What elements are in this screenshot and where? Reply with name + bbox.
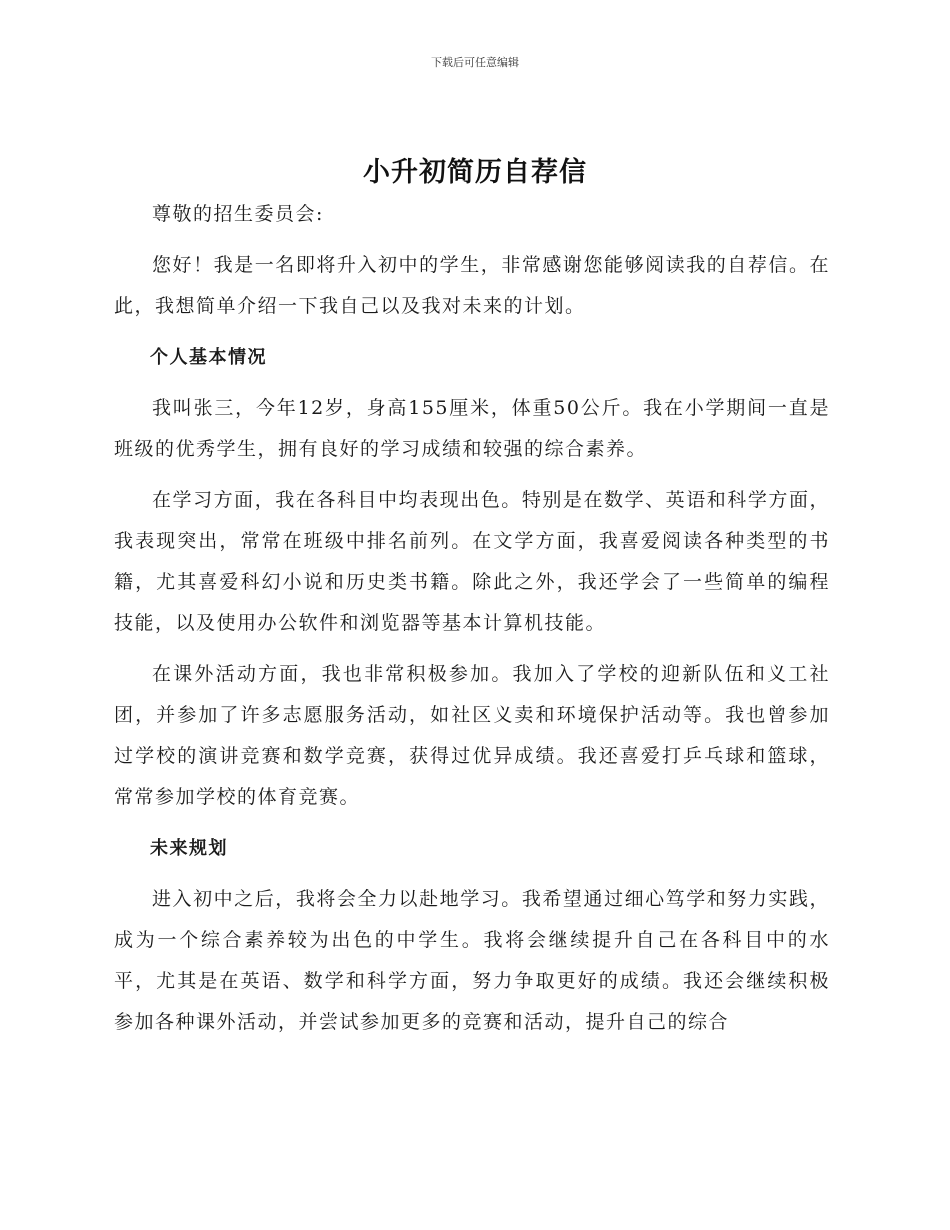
salutation: 尊敬的招生委员会: — [152, 203, 324, 225]
section-heading-future-plans: 未来规划 — [150, 838, 228, 859]
paragraph-academics: 在学习方面，我在各科目中均表现出色。特别是在数学、英语和科学方面，我表现突出，常常在班级中排名前列。在文学方面，我喜爱阅读各种类型的书籍，尤其喜爱科幻小说和历史类书籍。除此之外，我还学会了一些简单的编程技能，以及使用办公软件和浏览器等基本计算机技能。 — [114, 489, 830, 634]
paragraph-future-plans: 进入初中之后，我将会全力以赴地学习。我希望通过细心笃学和努力实践，成为一个综合素养较为出色的中学生。我将会继续提升自己在各科目中的水平，尤其是在英语、数学和科学方面，努力争取更好的成绩。我还会继续积极参加各种课外活动，并尝试参加更多的竞赛和活动，提升自己的综合 — [114, 888, 830, 1033]
intro-paragraph: 您好！我是一名即将升入初中的学生，非常感谢您能够阅读我的自荐信。在此，我想简单介绍一下我自己以及我对未来的计划。 — [114, 254, 830, 317]
header-note: 下载后可任意编辑 — [431, 56, 519, 69]
paragraph-activities: 在课外活动方面，我也非常积极参加。我加入了学校的迎新队伍和义工社团，并参加了许多志愿服务活动，如社区义卖和环境保护活动等。我也曾参加过学校的演讲竞赛和数学竞赛，获得过优异成绩。我还喜爱打乒乓球和篮球，常常参加学校的体育竞赛。 — [114, 663, 830, 808]
section-heading-personal-info: 个人基本情况 — [150, 347, 267, 368]
document-title: 小升初简历自荐信 — [363, 157, 587, 188]
document-body — [114, 194, 830, 1053]
paragraph-personal-basics: 我叫张三，今年12岁，身高155厘米，体重50公斤。我在小学期间一直是班级的优秀学生，拥有良好的学习成绩和较强的综合素养。 — [114, 397, 830, 460]
